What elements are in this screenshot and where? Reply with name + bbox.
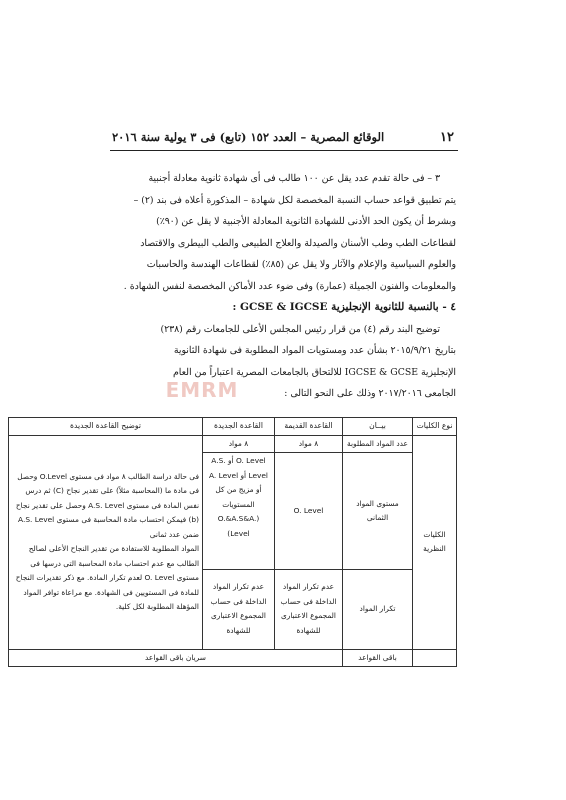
remaining-rules-label: باقى القواعد [343, 649, 413, 667]
paragraph-line: لقطاعات الطب وطب الأسنان والصيدلة والعلاج الطبيعى والطب البيطرى والاقتصاد [140, 237, 456, 249]
old-repetition-rule: عدم تكرار المواد الداخلة فى حساب المجموع الاعتبارى للشهادة [275, 570, 343, 649]
paragraph-line: وبشرط أن يكون الحد الأدنى للشهادة الثانوية المعادلة الأجنبية لا يقل عن (٩٠٪) [156, 216, 456, 227]
table-row [9, 435, 457, 453]
college-type-cell: الكليات النظرية [413, 435, 457, 649]
header-explanation: توضيح القاعدة الجديدة [9, 418, 203, 436]
paragraph-line: الإنجليزية IGCSE & GCSE للالتحاق بالجامعات المصرية اعتباراً من العام [173, 366, 456, 378]
rules-table [8, 417, 457, 667]
new-repetition-rule: عدم تكرار المواد الداخلة فى حساب المجموع الاعتبارى للشهادة [203, 570, 275, 649]
old-levels: O. Level [275, 453, 343, 570]
subjects-count-label: عدد المواد المطلوبة [343, 435, 413, 453]
repetition-label: تكرار المواد [343, 570, 413, 649]
paragraph-line: بتاريخ ٢٠١٥/٩/٢١ بشأن عدد ومستويات المواد المطلوبة فى شهادة الثانوية [173, 345, 456, 356]
header-type: نوع الكليات [413, 418, 457, 436]
levels-label: مستوى المواد الثمانى [343, 453, 413, 570]
empty-cell [413, 649, 457, 667]
paragraph-line: الجامعى ٢٠١٧/٢٠١٦ وذلك على النحو التالى : [284, 388, 456, 399]
table-row [9, 649, 457, 667]
paragraph-line: ٣ – فى حالة تقدم عدد يقل عن ١٠٠ طالب فى أى شهادة ثانوية معادلة أجنبية [148, 173, 440, 184]
watermark-stamp: EMRM [165, 378, 239, 402]
explanation-part-1: فى حالة دراسة الطالب ٨ مواد فى مستوى O.Level وحصل فى مادة ما (المحاسبة مثلاً) على تقدير نجاح (C) ثم درس نفس المادة فى مستوى A.S. Level وحصل على تقدير نجاح (b) فيمكن احتساب مادة المحاسبة فى مستوى A.S. Level ضمن عدد ثمانى [15, 471, 199, 539]
explanation-part-2: المواد المطلوبة للاستفادة من تقدير النجاح الأعلى لصالح الطالب مع عدم احتساب مادة المحاسبة التى درسها فى مستوى O. Level لعدم تكرار المادة. مع ذكر تقديرات النجاح للمادة فى المستويين فى الشهادة. مع مراعاة توافر المواد المؤهلة المطلوبة لكل كلية. [15, 544, 199, 611]
new-levels: O. Level أو A.S. Level أو A. Level أو مزيج من كل المستويات (O.&A.S&A. Level) [203, 453, 275, 570]
paragraph-line: توضيح البند رقم (٤) من قرار رئيس المجلس الأعلى للجامعات رقم (٢٣٨) [160, 323, 440, 335]
paragraph-line: والعلوم السياسية والإعلام والآثار ولا يقل عن (٨٥٪) لقطاعات الهندسة والحاسبات [146, 259, 456, 270]
header-new-rule: القاعدة الجديدة [203, 418, 275, 436]
section-heading: ٤ - بالنسبة للثانوية الإنجليزية GCSE & IGCSE : [232, 301, 456, 313]
paragraph-line: يتم تطبيق قواعد حساب النسبة المخصصة لكل شهادة – المذكورة أعلاه فى بند (٢) – [133, 194, 456, 206]
body-text [110, 168, 456, 405]
page-header [112, 126, 454, 148]
header-rule [110, 150, 458, 151]
old-subjects-count: ٨ مواد [275, 435, 343, 453]
paragraph-line: والمعلومات والفنون الجميلة (عمارة) وفى ضوء عدد الأماكن المخصصة لنفس الشهادة . [123, 280, 456, 292]
header-old-rule: القاعدة القديمة [275, 418, 343, 436]
table-header-row [9, 418, 457, 436]
new-subjects-count: ٨ مواد [203, 435, 275, 453]
header-statement: بيــان [343, 418, 413, 436]
gazette-title: الوقائع المصرية – العدد ١٥٢ (تابع) فى ٣ يولية سنة ٢٠١٦ [112, 130, 385, 144]
remaining-rules-value: سريان باقى القواعد [9, 649, 343, 667]
explanation-cell [9, 435, 203, 649]
page-number: ١٢ [440, 129, 454, 145]
